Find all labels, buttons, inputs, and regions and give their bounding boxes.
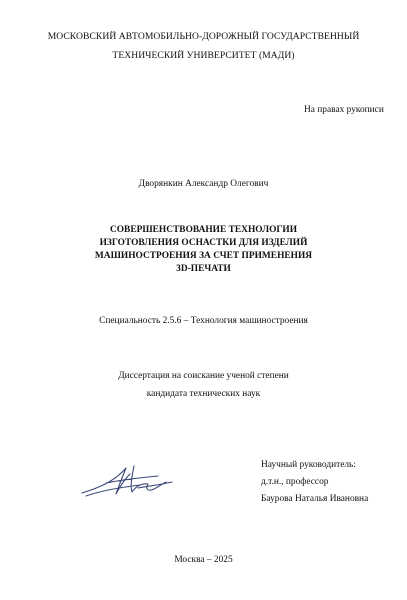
supervisor-name: Баурова Наталья Ивановна <box>261 494 369 504</box>
dissertation-degree-line-1: Диссертация на соискание ученой степени <box>118 371 289 381</box>
university-name-line-1: МОСКОВСКИЙ АВТОМОБИЛЬНО-ДОРОЖНЫЙ ГОСУДАРСТВЕННЫЙ <box>47 31 360 42</box>
supervisor-label: Научный руководитель: <box>261 460 356 470</box>
thesis-title-line-4: 3D-ПЕЧАТИ <box>176 264 231 274</box>
thesis-title-line-3: МАШИНОСТРОЕНИЯ ЗА СЧЕТ ПРИМЕНЕНИЯ <box>94 251 313 261</box>
thesis-title-line-2: ИЗГОТОВЛЕНИЯ ОСНАСТКИ ДЛЯ ИЗДЕЛИЙ <box>99 238 308 248</box>
specialty: Специальность 2.5.6 – Технология машиностроения <box>99 316 308 326</box>
thesis-title-line-1: СОВЕРШЕНСТВОВАНИЕ ТЕХНОЛОГИИ <box>109 225 298 235</box>
city-year: Москва – 2025 <box>174 555 233 565</box>
university-name-line-2: ТЕХНИЧЕСКИЙ УНИВЕРСИТЕТ (МАДИ) <box>112 50 295 61</box>
handwritten-signature <box>78 458 176 500</box>
author-name: Дворянкин Александр Олегович <box>138 179 269 189</box>
supervisor-degree: д.т.н., профессор <box>261 477 329 487</box>
dissertation-degree-line-2: кандидата технических наук <box>146 389 261 399</box>
rights-note: На правах рукописи <box>304 105 384 115</box>
